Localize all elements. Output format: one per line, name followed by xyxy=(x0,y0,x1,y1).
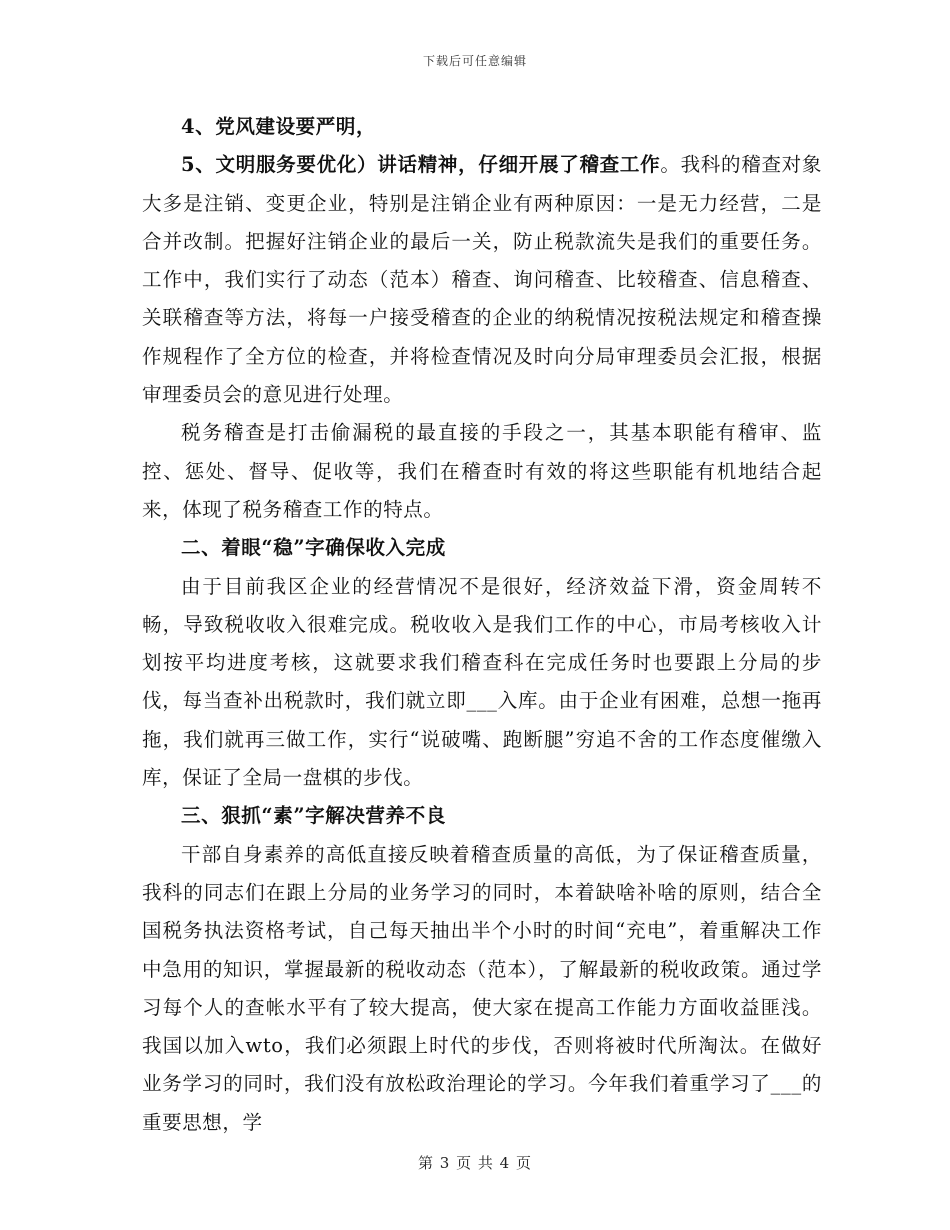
paragraph-quality: 干部自身素养的高低直接反映着稽查质量的高低，为了保证稽查质量，我科的同志们在跟上分局的业务学习的同时，本着缺啥补啥的原则，结合全国税务执法资格考试，自己每天抽出半个小时的时间“充电”，着重解决工作中急用的知识，掌握最新的税收动态（范本），了解最新的税收政策。通过学习每个人的查帐水平有了较大提高，使大家在提高工作能力方面收益匪浅。我国以加入wto，我们必须跟上时代的步伐，否则将被时代所淘汰。在做好业务学习的同时，我们没有放松政治理论的学习。今年我们着重学习了___的重要思想，学 xyxy=(142,842,822,1134)
page-header-note: 下载后可任意编辑 xyxy=(422,54,527,68)
page-number: 第 3 页 共 4 页 xyxy=(418,1154,532,1172)
section-heading-2: 二、着眼“稳”字确保收入完成 xyxy=(181,536,446,560)
paragraph-point-5 xyxy=(142,146,822,414)
point-5-bold-text: 5、文明服务要优化）讲话精神，仔细开展了稽查工作 xyxy=(181,153,661,177)
document-body xyxy=(142,108,822,1142)
point-5-body-text: 。我科的稽查对象大多是注销、变更企业，特别是注销企业有两种原因：一是无力经营，二是合并改制。把握好注销企业的最后一关，防止税款流失是我们的重要任务。工作中，我们实行了动态（范本）稽查、询问稽查、比较稽查、信息稽查、关联稽查等方法，将每一户接受稽查的企业的纳税情况按税法规定和稽查操作规程作了全方位的检查，并将检查情况及时向分局审理委员会汇报，根据审理委员会的意见进行处理。 xyxy=(142,153,822,407)
paragraph-income: 由于目前我区企业的经营情况不是很好，经济效益下滑，资金周转不畅，导致税收收入很难完成。税收收入是我们工作的中心，市局考核收入计划按平均进度考核，这就要求我们稽查科在完成任务时也要跟上分局的步伐，每当查补出税款时，我们就立即___入库。由于企业有困难，总想一拖再拖，我们就再三做工作，实行“说破嘴、跑断腿”穷追不舍的工作态度催缴入库，保证了全局一盘棋的步伐。 xyxy=(142,574,822,790)
paragraph-tax-audit: 税务稽查是打击偷漏税的最直接的手段之一，其基本职能有稽审、监控、惩处、督导、促收等，我们在稽查时有效的将这些职能有机地结合起来，体现了税务稽查工作的特点。 xyxy=(142,421,822,521)
section-heading-3: 三、狠抓“素”字解决营养不良 xyxy=(181,804,446,828)
section-heading-4: 4、党风建设要严明， xyxy=(181,115,377,138)
